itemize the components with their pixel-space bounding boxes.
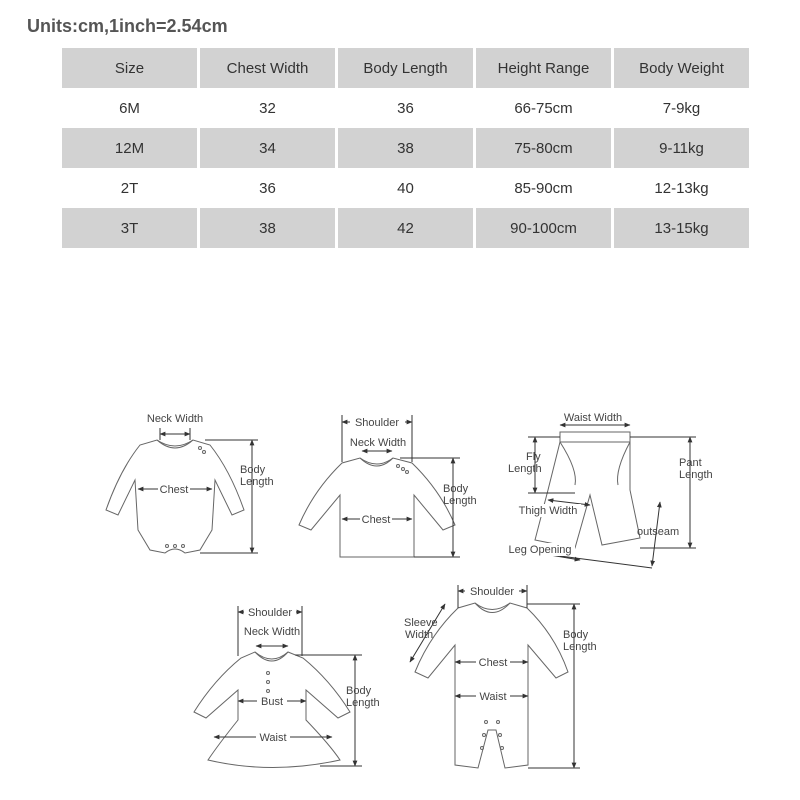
table-cell: 85-90cm [514,179,573,197]
header-chest-width: Chest Width [200,48,335,88]
pants-waist-width-label: Waist Width [563,412,623,424]
header-body-length: Body Length [338,48,473,88]
table-cell: 2T [120,179,139,197]
pants-pant-label: Pant [679,457,702,469]
romper-sleeve-label: Sleeve [404,617,438,629]
pants-fly-length-label: Length [508,463,542,475]
table-cell: 12M [62,128,197,168]
header-size: Size [62,48,197,88]
table-cell: 12-13kg [654,179,709,197]
table-cell: 36 [259,179,276,197]
table-cell: 34 [200,128,335,168]
table-cell: 3T [62,208,197,248]
header-body-weight: Body Weight [614,48,749,88]
pants-diagram [535,432,640,548]
romper-diagram [415,603,568,768]
table-cell: 38 [200,208,335,248]
table-cell: 13-15kg [614,208,749,248]
table-cell: 36 [397,99,414,117]
dress-outline [194,652,350,768]
bodysuit-outline [106,440,244,553]
sweater-outline [299,458,455,557]
table-cell: 6M [119,99,140,117]
table-cell: 7-9kg [662,99,701,117]
romper-collar [475,603,510,613]
bodysuit-neck-width-label: Neck Width [146,413,204,425]
romper-waist-label: Waist [479,691,507,703]
pants-pant-length-label: Length [679,469,713,481]
romper-chest-label: Chest [478,657,508,669]
header-height-range: Height Range [476,48,611,88]
sweater-body-label: Body [443,483,469,495]
sweater-neck-width-label: Neck Width [349,437,407,449]
dress-length-label: Length [346,697,380,709]
romper-outline [415,603,568,768]
romper-body-label: Body [563,629,589,641]
pants-leg-opening-label: Leg Opening [508,544,572,556]
dress-body-label: Body [346,685,372,697]
table-cell: 42 [338,208,473,248]
table-cell: 32 [259,99,276,117]
romper-shoulder-label: Shoulder [469,586,515,598]
dress-diagram [194,652,350,768]
bodysuit-diagram [106,440,244,553]
table-cell: 9-11kg [614,128,749,168]
units-note: Units:cm,1inch=2.54cm [27,16,228,36]
sweater-chest-label: Chest [361,514,391,526]
pants-thigh-width-label: Thigh Width [518,505,578,517]
dress-waist-label: Waist [259,732,287,744]
sweater-length-label: Length [443,495,477,507]
sweater-shoulder-label: Shoulder [354,417,400,429]
dress-shoulder-label: Shoulder [247,607,293,619]
bodysuit-chest-label: Chest [159,484,189,496]
sweater-diagram [299,458,455,557]
table-cell: 40 [397,179,414,197]
pants-outseam-label: outseam [637,526,680,538]
bodysuit-collar [157,440,193,448]
dress-collar [255,652,288,661]
table-cell: 75-80cm [476,128,611,168]
romper-sleeve-width-label: Width [405,629,434,641]
pants-outline [535,442,640,548]
table-cell: 66-75cm [514,99,573,117]
table-cell: 38 [338,128,473,168]
dress-neck-width-label: Neck Width [243,626,301,638]
bodysuit-length-label: Length [240,476,274,488]
dress-bust-label: Bust [260,696,284,708]
bodysuit-body-label: Body [240,464,266,476]
pants-waistband [560,432,630,442]
pants-fly-label: Fly [526,451,541,463]
table-cell: 90-100cm [476,208,611,248]
romper-length-label: Length [563,641,597,653]
sweater-collar [360,458,393,466]
